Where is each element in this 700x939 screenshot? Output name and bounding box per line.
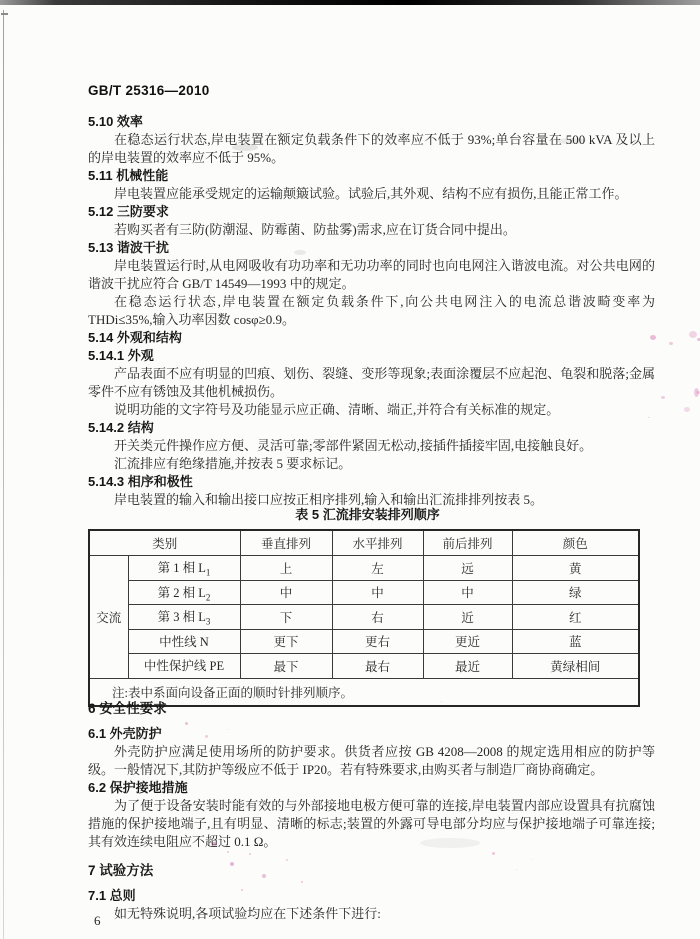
cell-front-back: 更近: [423, 629, 512, 654]
col-header-color: 颜色: [512, 530, 639, 556]
clause-paragraph: 在稳态运行状态,岸电装置在额定负载条件下的效率应不低于 93%;单台容量在 500 kVA 及以上的岸电装置的效率应不低于 95%。: [88, 132, 655, 165]
cell-vertical: 最下: [240, 654, 332, 679]
clause-paragraph: 说明功能的文字符号及功能显示应正确、清晰、端正,并符合有关标准的规定。: [114, 402, 560, 417]
page-number: 6: [94, 913, 101, 928]
clause-paragraph: 汇流排应有绝缘措施,并按表 5 要求标记。: [114, 456, 352, 471]
row-label-sub: 3: [205, 616, 211, 627]
col-header-category: 类别: [89, 530, 240, 556]
content-lower: [88, 700, 655, 923]
clause-paragraph: 岸电装置的输入和输出接口应按正相序排列,输入和输出汇流排排列按表 5。: [114, 492, 544, 507]
clause-paragraph: 若购买者有三防(防潮湿、防霉菌、防盐雾)需求,应在订货合同中提出。: [114, 222, 516, 237]
cell-horizontal: 左: [332, 556, 423, 581]
clause-paragraph: 产品表面不应有明显的凹痕、划伤、裂缝、变形等现象;表面涂覆层不应起泡、龟裂和脱落;金属零件不应有锈蚀及其他机械损伤。: [88, 366, 655, 399]
cell-color: 黄: [512, 556, 639, 581]
col-header-horizontal: 水平排列: [332, 530, 423, 556]
table-row: [89, 605, 639, 630]
standard-number-header: GB/T 25316—2010: [88, 83, 210, 98]
content-upper: [88, 83, 655, 507]
cell-color: 蓝: [512, 629, 639, 654]
table-5-section: [88, 506, 655, 707]
clause-paragraph: 如无特殊说明,各项试验均应在下述条件下进行:: [114, 906, 381, 921]
row-label: [128, 629, 240, 654]
row-label: [128, 654, 240, 679]
cell-front-back: 远: [423, 556, 512, 581]
cell-horizontal: 右: [332, 605, 423, 630]
clause-paragraph: 在稳态运行状态,岸电装置在额定负载条件下,向公共电网注入的电流总谐波畸变率为 THDi≤35%,输入功率因数 cosφ≥0.9。: [88, 294, 655, 327]
clause-heading-5-11: 5.11 机械性能: [88, 168, 169, 183]
clause-heading-5-12: 5.12 三防要求: [88, 204, 169, 219]
table-row: [89, 654, 639, 679]
row-label-text: 中性线 N: [159, 634, 209, 649]
clause-paragraph: 外壳防护应满足使用场所的防护要求。供货者应按 GB 4208—2008 的规定选用相应的防护等级。一般情况下,其防护等级应不低于 IP20。若有特殊要求,由购买者与制造厂商协商确定。: [88, 744, 655, 777]
clause-heading-5-14: 5.14 外观和结构: [88, 330, 182, 345]
clause-heading-5-13: 5.13 谐波干扰: [88, 240, 169, 255]
table-note: 注:表中系面向设备正面的顺时针排列顺序。: [89, 678, 639, 706]
row-label: [128, 580, 240, 605]
row-label-sub: 1: [205, 567, 211, 578]
cell-vertical: 更下: [240, 629, 332, 654]
chapter-heading-7: 7 试验方法: [88, 863, 154, 878]
cell-vertical: 上: [240, 556, 332, 581]
cell-color: 红: [512, 605, 639, 630]
clause-heading-5-14-1: 5.14.1 外观: [88, 348, 154, 363]
clause-heading-5-14-2: 5.14.2 结构: [88, 420, 154, 435]
scan-top-edge: [0, 0, 700, 5]
table-5: [88, 529, 640, 707]
table-5-caption: 表 5 汇流排安装排列顺序: [295, 507, 440, 522]
row-label: [128, 556, 240, 581]
cell-color: 黄绿相间: [512, 654, 639, 679]
cell-vertical: 下: [240, 605, 332, 630]
cell-color: 绿: [512, 580, 639, 605]
cell-vertical: 中: [240, 580, 332, 605]
clause-heading-5-10: 5.10 效率: [88, 114, 143, 129]
clause-paragraph: 开关类元件操作应方便、灵活可靠;零部件紧固无松动,接插件插接牢固,电接触良好。: [114, 438, 593, 453]
cell-front-back: 最近: [423, 654, 512, 679]
cell-horizontal: 更右: [332, 629, 423, 654]
scan-left-edge: [3, 10, 4, 939]
table-header-row: [89, 530, 639, 556]
row-label-text: 中性保护线 PE: [143, 659, 225, 673]
clause-paragraph: 岸电装置应能承受规定的运输颠簸试验。试验后,其外观、结构不应有损伤,且能正常工作。: [114, 186, 628, 201]
clause-heading-5-14-3: 5.14.3 相序和极性: [88, 474, 193, 489]
col-header-front-back: 前后排列: [423, 530, 512, 556]
clause-heading-6-2: 6.2 保护接地措施: [88, 780, 188, 795]
row-label: [128, 605, 240, 630]
row-label-text: 第 3 相 L: [157, 610, 206, 624]
cell-horizontal: 中: [332, 580, 423, 605]
row-label-text: 第 1 相 L: [157, 561, 206, 575]
scan-corner-mark: [1, 13, 8, 15]
chapter-heading-6: 6 安全性要求: [88, 701, 167, 716]
clause-heading-6-1: 6.1 外壳防护: [88, 726, 162, 741]
row-label-sub: 2: [205, 592, 211, 602]
table-row: [89, 556, 639, 581]
clause-heading-7-1: 7.1 总则: [88, 888, 136, 903]
group-cell-ac: 交流: [89, 556, 128, 679]
clause-paragraph: 为了便于设备安装时能有效的与外部接地电极方便可靠的连接,岸电装置内部应设置具有抗腐蚀措施的保护接地端子,且有明显、清晰的标志;装置的外露可导电部分均应与保护接地端子可靠连接;其有效连续电阻应不超过 0.1 Ω。: [88, 798, 655, 849]
row-label-text: 第 2 相 L: [157, 585, 206, 600]
cell-front-back: 近: [423, 605, 512, 630]
ink-smudge: [694, 388, 699, 397]
cell-horizontal: 最右: [332, 654, 423, 679]
clause-paragraph: 岸电装置运行时,从电网吸收有功功率和无功功率的同时也向电网注入谐波电流。对公共电网的谐波干扰应符合 GB/T 14549—1993 中的规定。: [88, 258, 655, 291]
cell-front-back: 中: [423, 580, 512, 605]
table-row: [89, 629, 639, 654]
table-row: [89, 580, 639, 605]
col-header-vertical: 垂直排列: [240, 530, 332, 556]
